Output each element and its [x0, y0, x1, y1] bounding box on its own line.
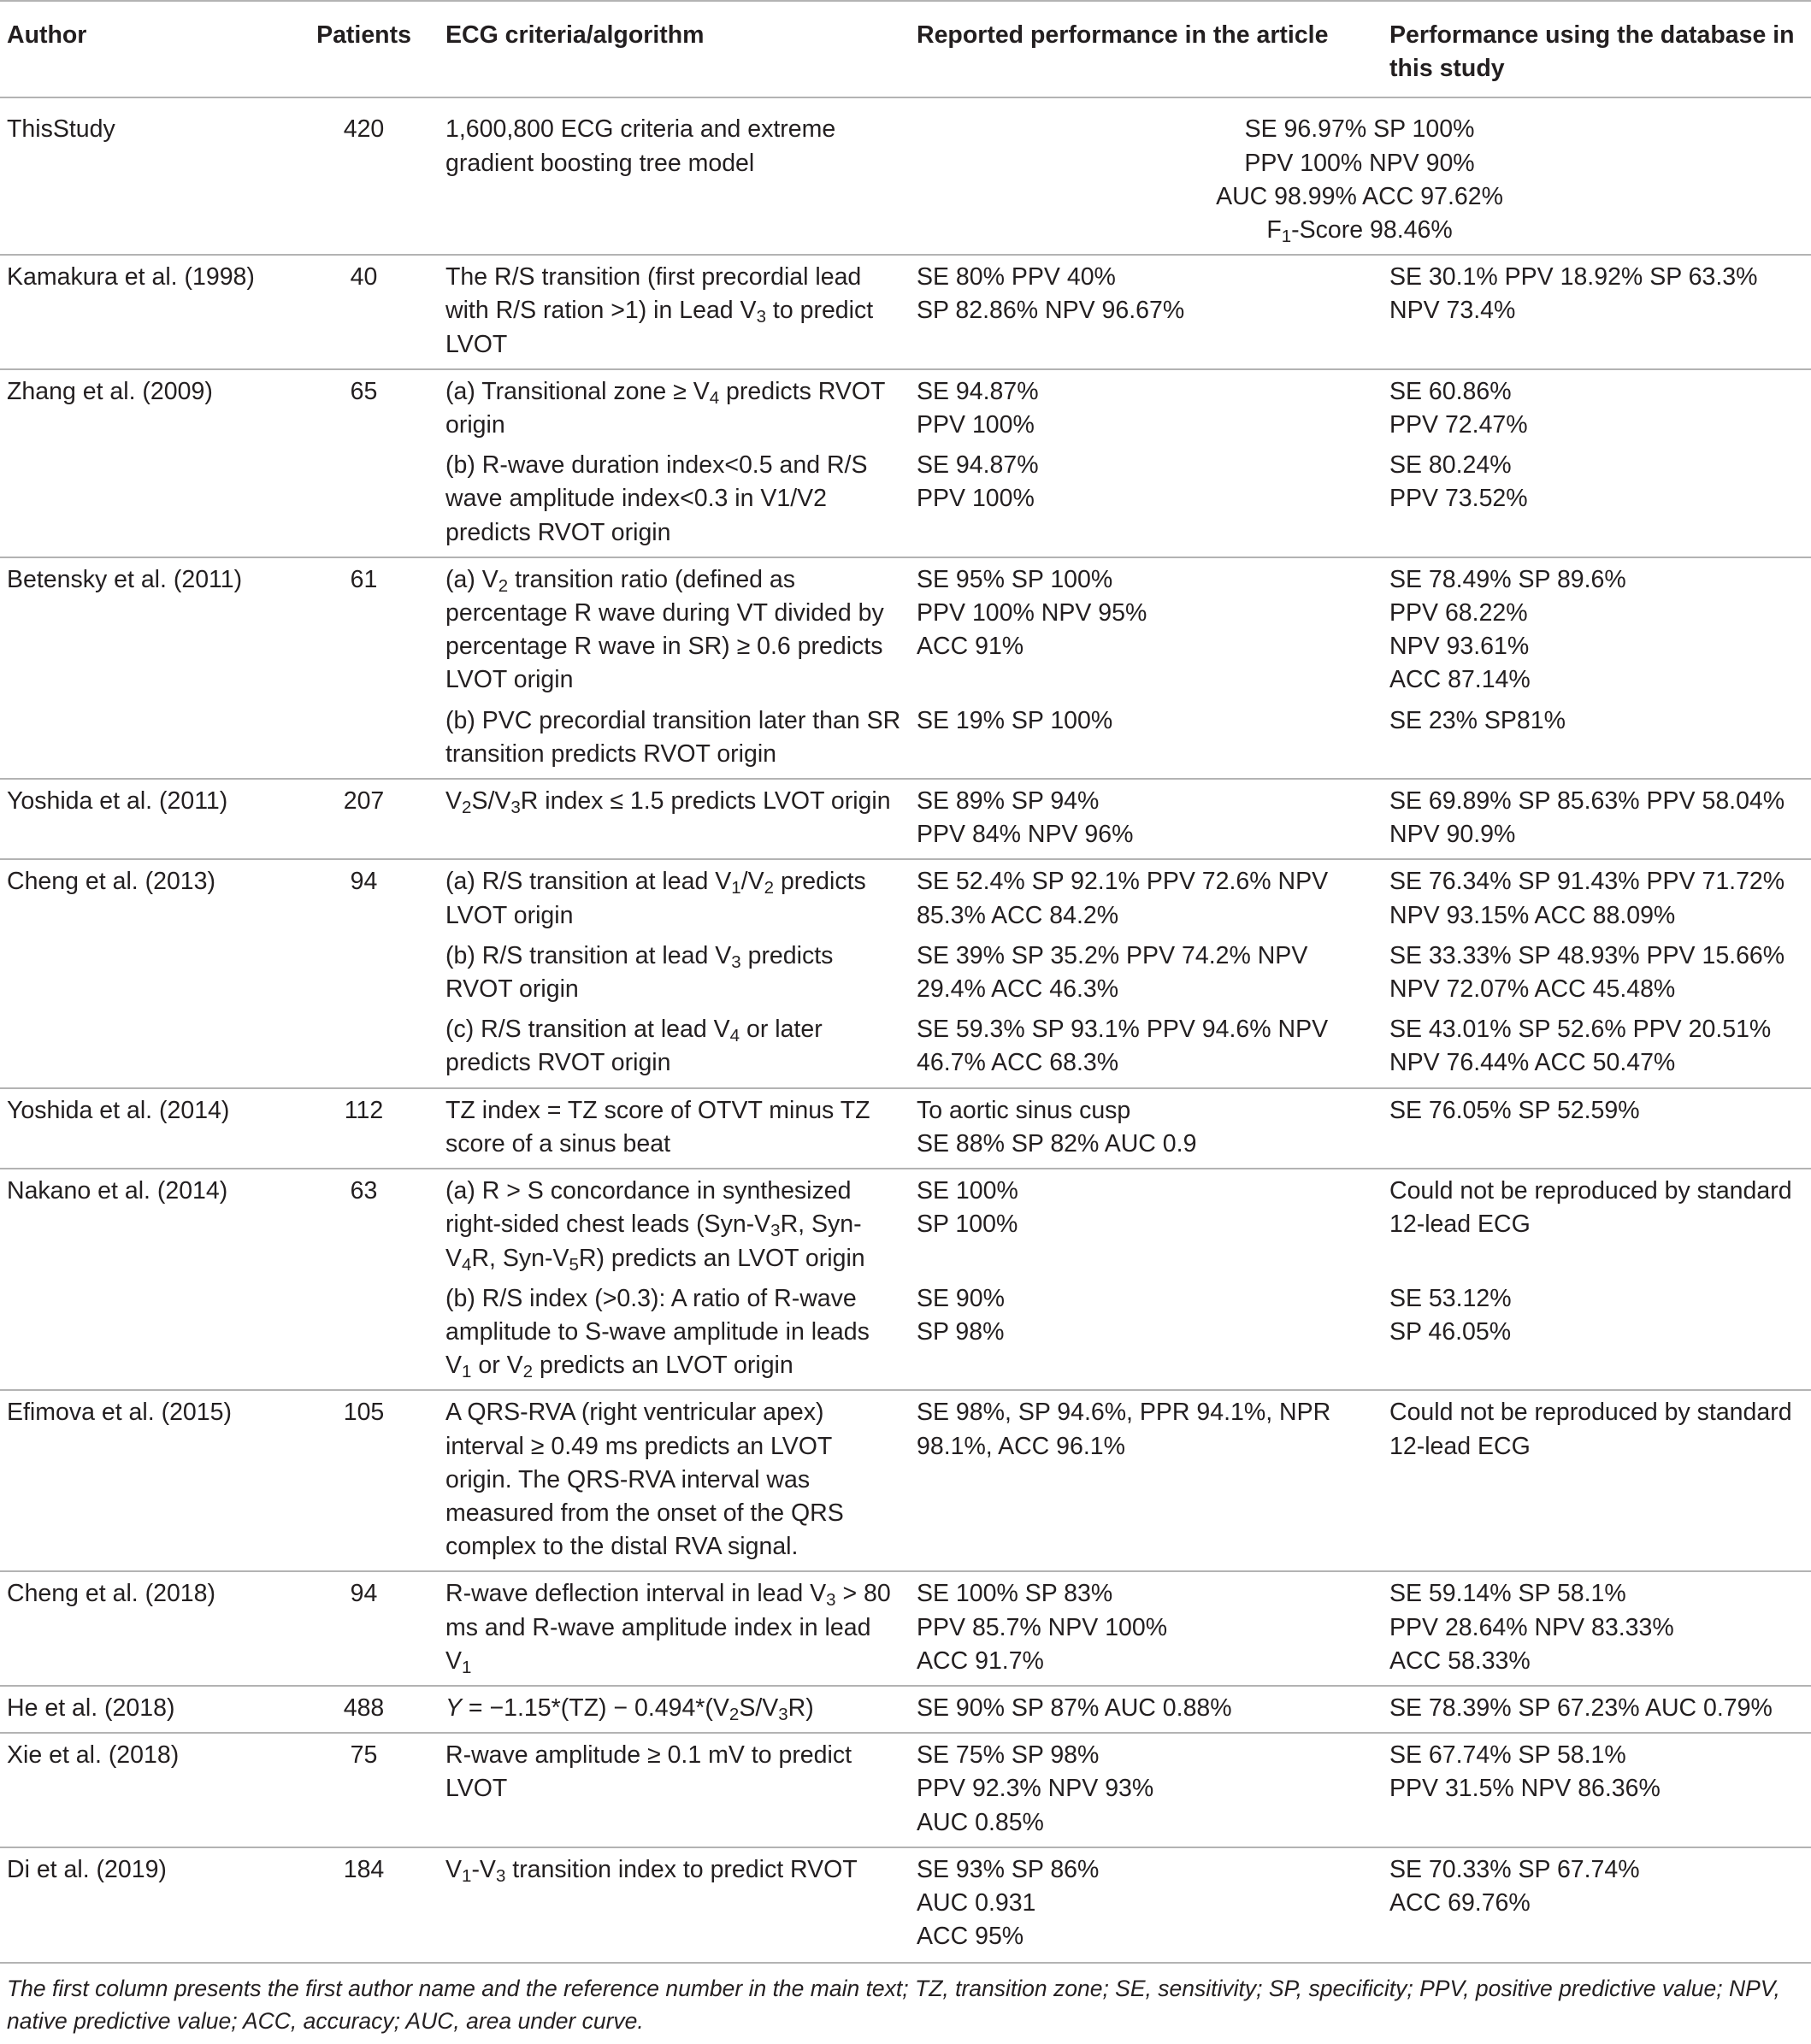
table-row: [0, 1733, 1811, 1847]
performance-line: NPV 93.61%: [1389, 633, 1530, 661]
performance-line: ACC 91%: [917, 633, 1024, 661]
criteria-cell: $V_2S/V_3R$ index ≤ 1.5 predicts LVOT origin: [439, 779, 910, 859]
performance-line: SP 82.86% NPV 96.67%: [917, 297, 1185, 325]
author-cell: [0, 1282, 291, 1391]
table-row: [0, 1390, 1811, 1571]
table-row: [0, 557, 1811, 704]
reported-cell: [910, 859, 1383, 939]
reported-cell: [910, 369, 1383, 449]
performance-line: AUC 98.99% ACC 97.62%: [1216, 182, 1503, 210]
performance-line: PPV 84% NPV 96%: [917, 821, 1134, 849]
reported-cell: [910, 1282, 1383, 1391]
performance-line: SE 98%, SP 94.6%, PPR 94.1%, NPR 98.1%, ACC 96.1%: [917, 1399, 1331, 1460]
author-cell: Yoshida et al. (2014): [0, 1088, 291, 1169]
criteria-cell: R-wave amplitude ≥ 0.1 mV to predict LVOT: [439, 1733, 910, 1847]
performance-line: 29.4% ACC 46.3%: [917, 975, 1119, 1004]
performance-line: SE 78.39% SP 67.23% AUC 0.79%: [1389, 1694, 1773, 1722]
performance-line: SE 96.97% SP 100%: [1244, 115, 1475, 144]
criteria-cell: TZ index = TZ score of OTVT minus TZ score of a sinus beat: [439, 1088, 910, 1169]
table-row: [0, 704, 1811, 779]
performance-line: SP 100%: [917, 1210, 1018, 1239]
table-footnote: The first column presents the first author name and the reference number in the main text; TZ, transition zone; SE, sensitivity; SP, specificity; PPV, positive predictive value; NPV, native predictive value; ACC, accuracy; AUC, area under curve.: [0, 1963, 1811, 2044]
table-header: [0, 1, 1811, 97]
performance-cell: [1383, 1088, 1811, 1169]
reported-cell: [910, 1847, 1383, 1964]
performance-line: SE 89% SP 94%: [917, 787, 1100, 816]
patients-cell: [291, 1013, 439, 1087]
criteria-cell: (a) $V_2$ transition ratio (defined as percentage R wave during VT divided by percentage R wave in SR) ≥ 0.6 predicts LVOT origin: [439, 557, 910, 704]
performance-line: SE 100%: [917, 1177, 1018, 1205]
patients-cell: 105: [291, 1390, 439, 1571]
reported-cell: [910, 1686, 1383, 1733]
performance-line: PPV 100%: [917, 485, 1035, 513]
performance-line: SE 53.12%: [1389, 1284, 1512, 1312]
performance-line: ACC 91.7%: [917, 1646, 1044, 1675]
reported-cell: [910, 704, 1383, 779]
performance-line: PPV 92.3% NPV 93%: [917, 1775, 1154, 1803]
author-cell: [0, 1013, 291, 1087]
performance-cell: [1383, 1686, 1811, 1733]
performance-line: PPV 31.5% NPV 86.36%: [1389, 1775, 1661, 1803]
performance-line: ACC 87.14%: [1389, 666, 1531, 694]
patients-cell: [291, 1282, 439, 1391]
performance-cell: [1383, 1733, 1811, 1847]
performance-cell: [1383, 1571, 1811, 1686]
performance-line: SE 90% SP 87% AUC 0.88%: [917, 1694, 1232, 1722]
performance-line: SE 59.3% SP 93.1% PPV 94.6% NPV: [917, 1016, 1329, 1044]
performance-line: SE 52.4% SP 92.1% PPV 72.6% NPV: [917, 868, 1329, 896]
author-cell: Di et al. (2019): [0, 1847, 291, 1964]
header-performance: Performance using the database in this study: [1389, 21, 1795, 83]
criteria-cell: A QRS-RVA (right ventricular apex) interval ≥ 0.49 ms predicts an LVOT origin. The QRS-RVA interval was measured from the onset of the QRS complex to the distal RVA signal.: [439, 1390, 910, 1571]
criteria-cell: (a) R/S transition at lead $V_1/V_2$ predicts LVOT origin: [439, 859, 910, 939]
author-cell: [0, 449, 291, 557]
patients-cell: 75: [291, 1733, 439, 1847]
table-row: [0, 1686, 1811, 1733]
author-cell: Kamakura et al. (1998): [0, 255, 291, 369]
performance-cell: [1383, 449, 1811, 557]
performance-line: ACC 58.33%: [1389, 1646, 1531, 1675]
performance-line: SE 59.14% SP 58.1%: [1389, 1580, 1626, 1608]
performance-line: SE 30.1% PPV 18.92% SP 63.3%: [1389, 263, 1758, 292]
criteria-cell: The R/S transition (first precordial lead with R/S ration >1) in Lead $V_3$ to predict LVOT: [439, 255, 910, 369]
performance-cell: [1383, 859, 1811, 939]
performance-line: PPV 68.22%: [1389, 599, 1528, 627]
performance-line: PPV 73.52%: [1389, 485, 1528, 513]
performance-cell: [1383, 1169, 1811, 1282]
performance-line: Could not be reproduced by standard 12-lead ECG: [1389, 1177, 1792, 1239]
author-cell: He et al. (2018): [0, 1686, 291, 1733]
performance-line: SE 43.01% SP 52.6% PPV 20.51%: [1389, 1016, 1772, 1044]
performance-line: SE 69.89% SP 85.63% PPV 58.04%: [1389, 787, 1785, 816]
patients-cell: 112: [291, 1088, 439, 1169]
performance-line: SE 88% SP 82% AUC 0.9: [917, 1129, 1197, 1157]
table-row: [0, 940, 1811, 1013]
performance-cell: [1383, 557, 1811, 704]
reported-cell: [910, 557, 1383, 704]
performance-line: SE 75% SP 98%: [917, 1741, 1100, 1770]
table-row: [0, 369, 1811, 449]
author-cell: ThisStudy: [7, 115, 115, 144]
performance-line: SE 60.86%: [1389, 377, 1512, 405]
reported-cell: [910, 1088, 1383, 1169]
criteria-cell: $Y = -1.15*(TZ) - 0.494*(V_2S/V_3R)$: [439, 1686, 910, 1733]
performance-line: PPV 100%: [917, 411, 1035, 439]
performance-line: NPV 93.15% ACC 88.09%: [1389, 901, 1676, 929]
performance-line: AUC 0.931: [917, 1888, 1036, 1917]
performance-line: SE 19% SP 100%: [917, 706, 1113, 734]
performance-line: SE 93% SP 86%: [917, 1855, 1100, 1883]
patients-cell: 94: [291, 859, 439, 939]
author-cell: Zhang et al. (2009): [0, 369, 291, 449]
patients-cell: 420: [343, 115, 385, 144]
table-row: [0, 1169, 1811, 1282]
author-cell: Cheng et al. (2018): [0, 1571, 291, 1686]
performance-cell: [1383, 255, 1811, 369]
reported-cell: [910, 255, 1383, 369]
reported-cell: [910, 1571, 1383, 1686]
performance-line: PPV 100% NPV 90%: [1244, 149, 1475, 177]
table-row: [0, 449, 1811, 557]
header-patients: Patients: [316, 21, 411, 49]
table-body: [0, 97, 1811, 1963]
patients-cell: 94: [291, 1571, 439, 1686]
performance-line: ACC 95%: [917, 1923, 1024, 1951]
author-cell: Betensky et al. (2011): [0, 557, 291, 704]
table-row: [0, 1847, 1811, 1964]
performance-cell: [1383, 1390, 1811, 1571]
performance-cell: [1383, 1013, 1811, 1087]
criteria-cell: (c) R/S transition at lead $V_4$ or later predicts RVOT origin: [445, 1016, 823, 1077]
table-row: [0, 1088, 1811, 1169]
performance-cell: [1383, 779, 1811, 859]
patients-cell: 65: [291, 369, 439, 449]
reported-cell: [910, 1169, 1383, 1282]
performance-line: SE 67.74% SP 58.1%: [1389, 1741, 1626, 1770]
performance-line: NPV 90.9%: [1389, 821, 1516, 849]
patients-cell: 184: [291, 1847, 439, 1964]
reported-cell: [910, 449, 1383, 557]
author-cell: Nakano et al. (2014): [0, 1169, 291, 1282]
table-row: [0, 1282, 1811, 1391]
performance-line: SE 80.24%: [1389, 451, 1512, 480]
patients-cell: [291, 449, 439, 557]
author-cell: Xie et al. (2018): [0, 1733, 291, 1847]
table-row: [0, 1013, 1811, 1087]
performance-line: 85.3% ACC 84.2%: [917, 901, 1119, 929]
performance-line: SP 98%: [917, 1317, 1005, 1346]
patients-cell: 207: [291, 779, 439, 859]
performance-line: SP 46.05%: [1389, 1317, 1512, 1346]
performance-line: $F_1$-Score 98.46%: [1266, 216, 1453, 247]
table-row: [0, 97, 1811, 255]
author-cell: Yoshida et al. (2011): [0, 779, 291, 859]
table-row: [0, 859, 1811, 939]
reported-cell: [910, 1013, 1383, 1087]
performance-line: PPV 100% NPV 95%: [917, 599, 1147, 627]
criteria-cell: R-wave deflection interval in lead $V_3 > 80$ ms and R-wave amplitude index in lead $V_1$: [439, 1571, 910, 1686]
performance-cell: [1383, 940, 1811, 1013]
performance-line: SE 94.87%: [917, 451, 1039, 480]
performance-line: SE 90%: [917, 1284, 1005, 1312]
author-cell: Cheng et al. (2013): [0, 859, 291, 939]
performance-cell: [1383, 1282, 1811, 1391]
criteria-cell: 1,600,800 ECG criteria and extreme gradient boosting tree model: [445, 115, 836, 177]
performance-line: Could not be reproduced by standard 12-lead ECG: [1389, 1399, 1792, 1460]
performance-line: SE 94.87%: [917, 377, 1039, 405]
performance-line: SE 76.05% SP 52.59%: [1389, 1096, 1640, 1124]
reported-cell: [910, 779, 1383, 859]
reported-cell: [910, 1733, 1383, 1847]
patients-cell: 40: [291, 255, 439, 369]
performance-line: PPV 28.64% NPV 83.33%: [1389, 1613, 1674, 1641]
header-criteria: ECG criteria/algorithm: [445, 21, 705, 49]
patients-cell: 61: [291, 557, 439, 704]
criteria-cell: $V_1-V_3$ transition index to predict RVOT: [439, 1847, 910, 1964]
patients-cell: [291, 704, 439, 779]
header-author: Author: [7, 21, 87, 49]
performance-line: SE 33.33% SP 48.93% PPV 15.66%: [1389, 941, 1785, 969]
performance-line: SE 95% SP 100%: [917, 565, 1113, 593]
performance-line: SE 39% SP 35.2% PPV 74.2% NPV: [917, 941, 1308, 969]
performance-cell: [1383, 704, 1811, 779]
performance-line: NPV 73.4%: [1389, 297, 1516, 325]
patients-cell: 63: [291, 1169, 439, 1282]
performance-line: SE 23% SP81%: [1389, 706, 1566, 734]
author-cell: [0, 704, 291, 779]
table-row: [0, 1571, 1811, 1686]
performance-line: SE 76.34% SP 91.43% PPV 71.72%: [1389, 868, 1785, 896]
patients-cell: 488: [291, 1686, 439, 1733]
performance-line: NPV 76.44% ACC 50.47%: [1389, 1049, 1676, 1077]
performance-line: SE 80% PPV 40%: [917, 263, 1116, 292]
performance-line: NPV 72.07% ACC 45.48%: [1389, 975, 1676, 1004]
performance-line: SE 70.33% SP 67.74%: [1389, 1855, 1640, 1883]
header-reported: Reported performance in the article: [917, 21, 1329, 49]
criteria-cell: (b) R/S index (>0.3): A ratio of R-wave amplitude to S-wave amplitude in leads $V_1$ or $V_2$ predicts an LVOT origin: [445, 1284, 870, 1382]
performance-line: AUC 0.85%: [917, 1808, 1044, 1836]
performance-line: 46.7% ACC 68.3%: [917, 1049, 1119, 1077]
performance-cell: [1383, 369, 1811, 449]
performance-line: ACC 69.76%: [1389, 1888, 1531, 1917]
criteria-cell: (b) PVC precordial transition later than SR transition predicts RVOT origin: [445, 706, 901, 768]
criteria-cell: (a) R > S concordance in synthesized right-sided chest leads ($Syn-V_3R$, Syn-$V_4R$, Syn-$V_5R$) predicts an LVOT origin: [439, 1169, 910, 1282]
criteria-cell: (b) R-wave duration index<0.5 and R/S wave amplitude index<0.3 in V1/V2 predicts RVOT origin: [445, 451, 868, 546]
criteria-cell: (a) Transitional zone ≥ $V_4$ predicts RVOT origin: [439, 369, 910, 449]
criteria-cell: (b) R/S transition at lead $V_3$ predicts RVOT origin: [445, 941, 834, 1004]
table-row: [0, 255, 1811, 369]
author-cell: [0, 940, 291, 1013]
table-row: [0, 779, 1811, 859]
patients-cell: [291, 940, 439, 1013]
performance-line: PPV 72.47%: [1389, 411, 1528, 439]
performance-line: PPV 85.7% NPV 100%: [917, 1613, 1168, 1641]
performance-line: SE 100% SP 83%: [917, 1580, 1113, 1608]
performance-cell: [1383, 1847, 1811, 1964]
reported-cell: [910, 940, 1383, 1013]
reported-cell: [910, 1390, 1383, 1571]
performance-line: To aortic sinus cusp: [917, 1096, 1131, 1124]
performance-line: SE 78.49% SP 89.6%: [1389, 565, 1626, 593]
merged-performance-cell: [910, 97, 1811, 255]
author-cell: Efimova et al. (2015): [0, 1390, 291, 1571]
